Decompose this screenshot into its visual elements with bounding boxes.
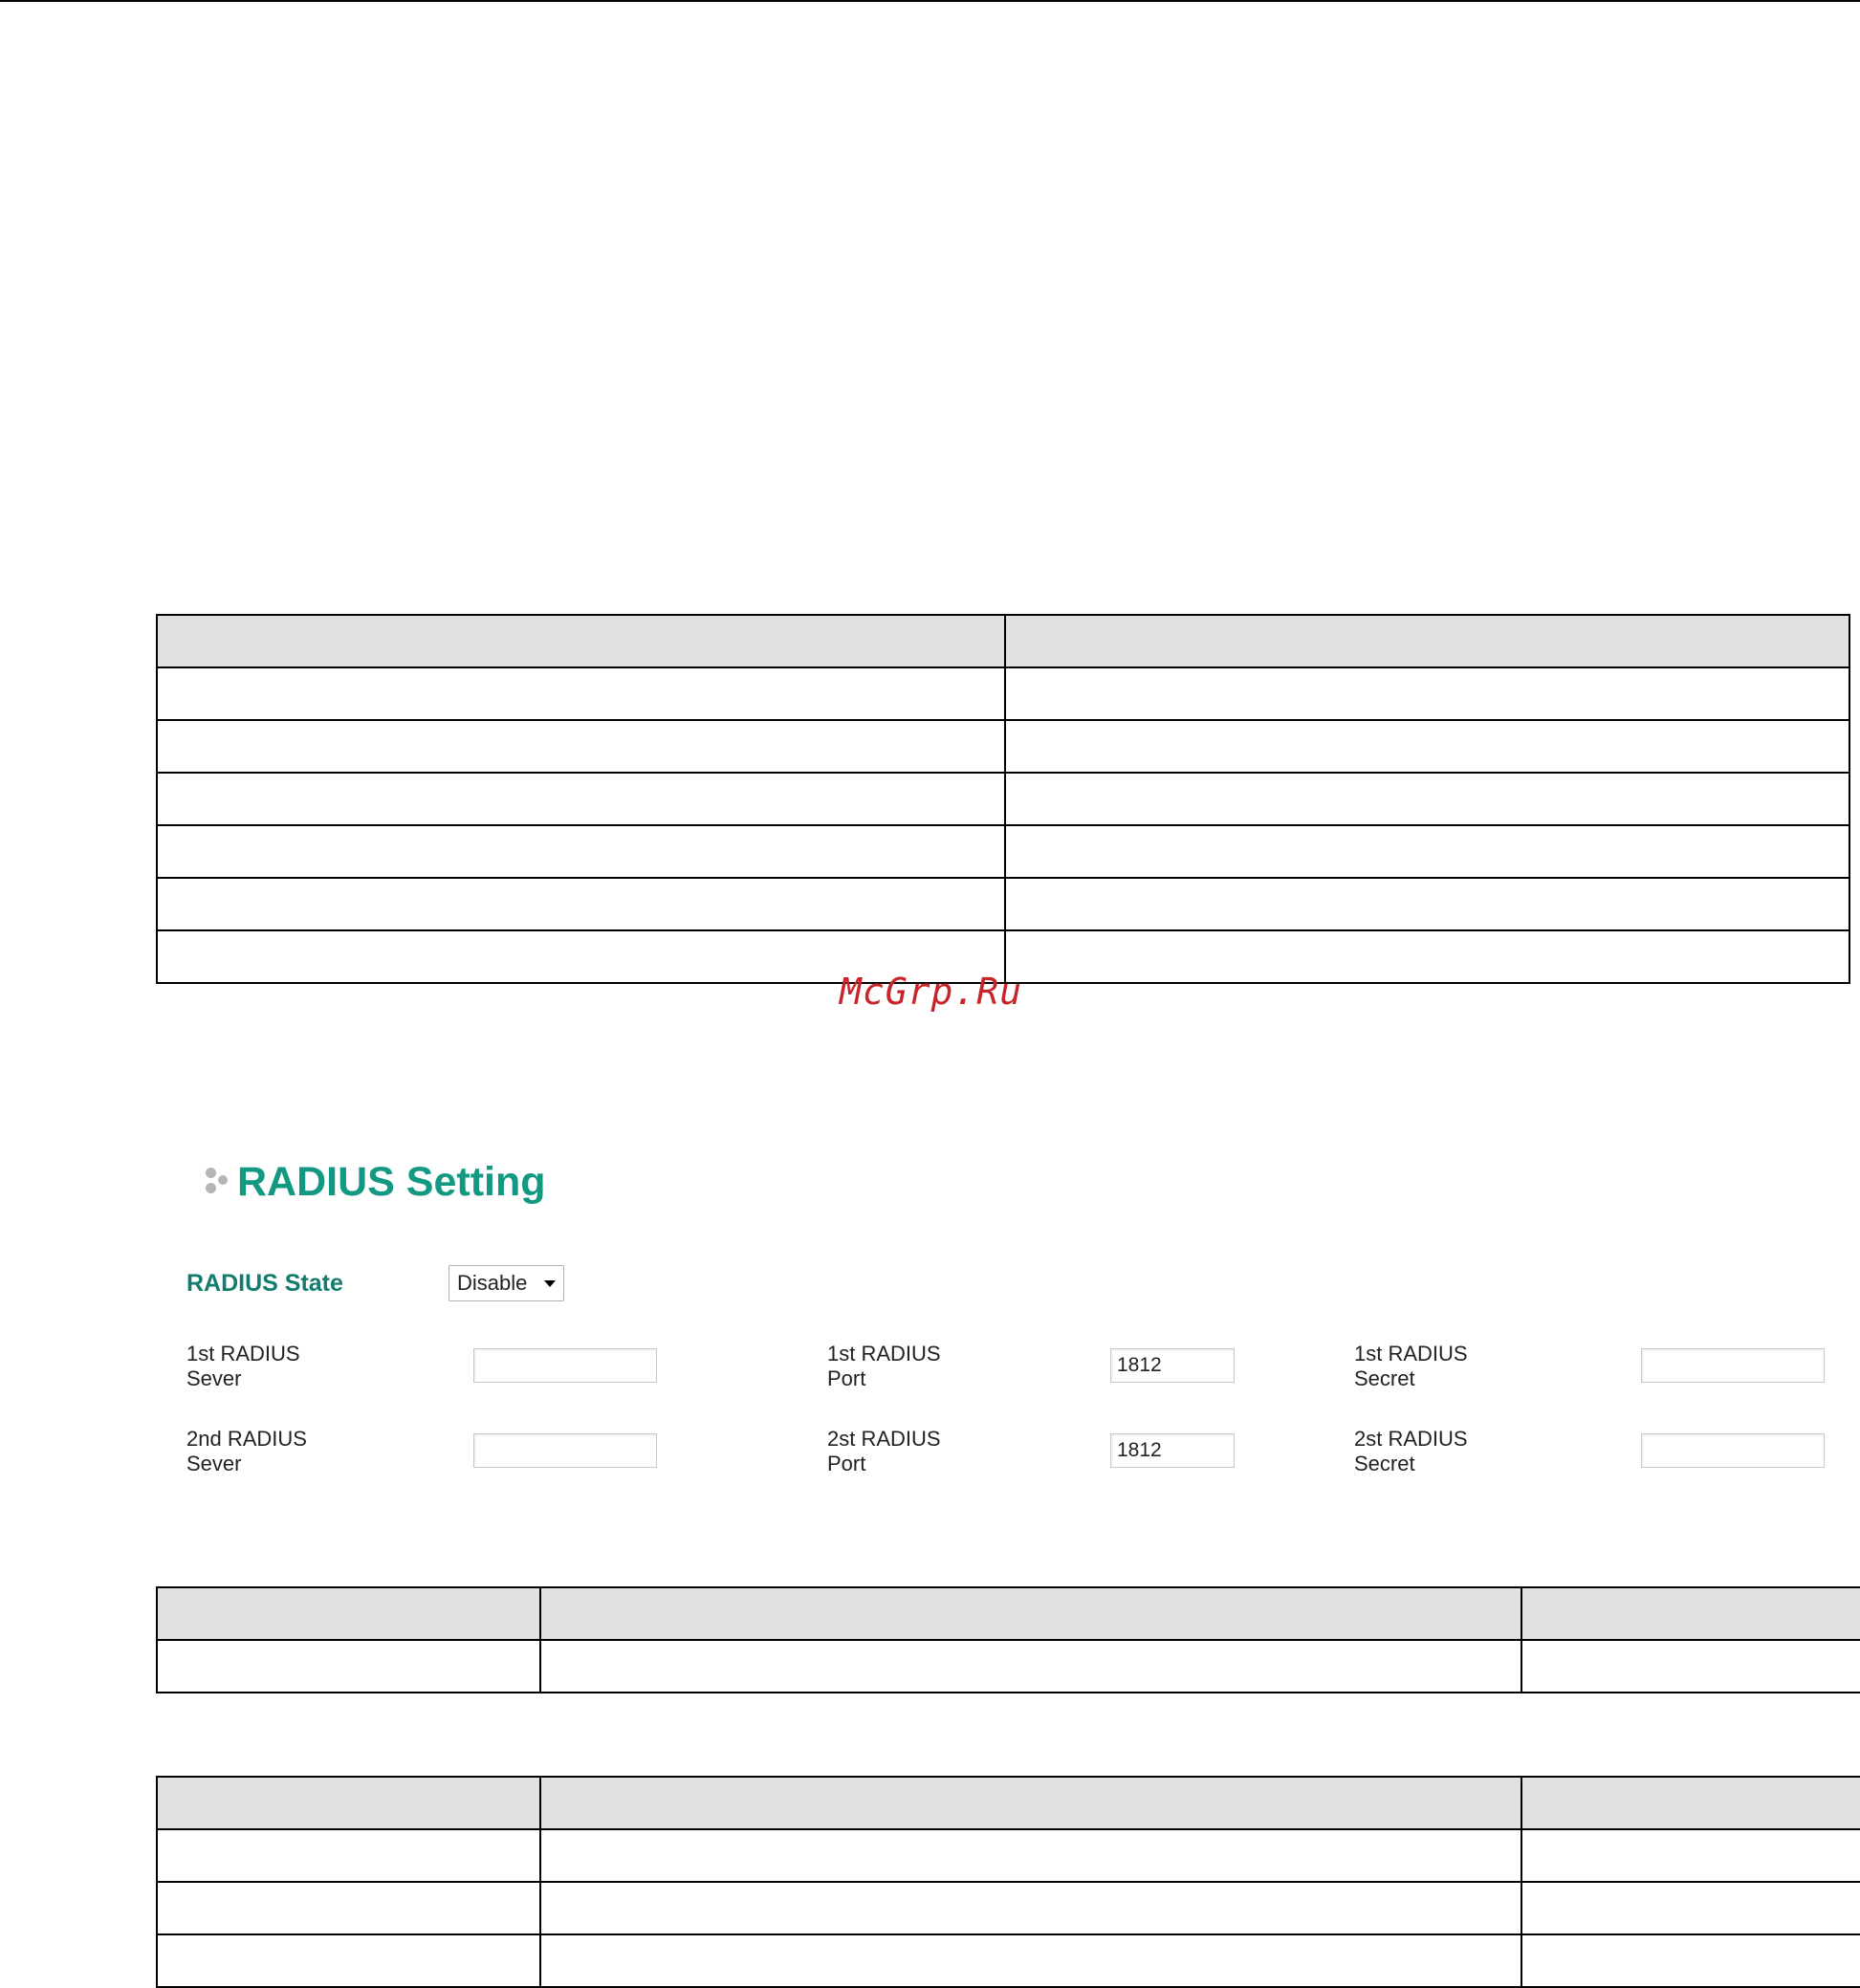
server2-input[interactable] [473,1433,657,1468]
table-header-row [157,615,1849,667]
chevron-down-icon [544,1280,556,1287]
watermark: McGrp.Ru [840,971,1023,1013]
table-row [157,720,1849,773]
panel-title-text: RADIUS Setting [237,1159,546,1205]
table-row [157,667,1849,720]
table-row [157,1882,1860,1934]
port2-input[interactable] [1110,1433,1235,1468]
table-row [157,825,1849,878]
table-row [157,1640,1860,1693]
table-2 [156,1586,1860,1693]
table-row [157,878,1849,930]
port1-input[interactable] [1110,1348,1235,1383]
radius-state-select[interactable] [449,1265,564,1301]
table-row [157,1934,1860,1987]
radius-state-value: Disable [457,1271,528,1295]
table-header-row [157,1777,1860,1829]
port2-label: 2st RADIUS Port [827,1427,941,1475]
secret2-label: 2st RADIUS Secret [1354,1427,1468,1475]
table-header-row [157,1587,1860,1640]
secret1-input[interactable] [1641,1348,1825,1383]
secret1-label: 1st RADIUS Secret [1354,1342,1468,1390]
server1-input[interactable] [473,1348,657,1383]
radius-state-label: RADIUS State [186,1270,343,1297]
dots-bullet-icon [203,1162,237,1204]
server2-label: 2nd RADIUS Sever [186,1427,307,1475]
top-rule [0,0,1860,2]
table-row [157,1829,1860,1882]
table-row [157,773,1849,825]
table-1 [156,614,1850,984]
server1-label: 1st RADIUS Sever [186,1342,300,1390]
secret2-input[interactable] [1641,1433,1825,1468]
panel-title [203,1159,546,1206]
port1-label: 1st RADIUS Port [827,1342,941,1390]
table-3 [156,1776,1860,1988]
